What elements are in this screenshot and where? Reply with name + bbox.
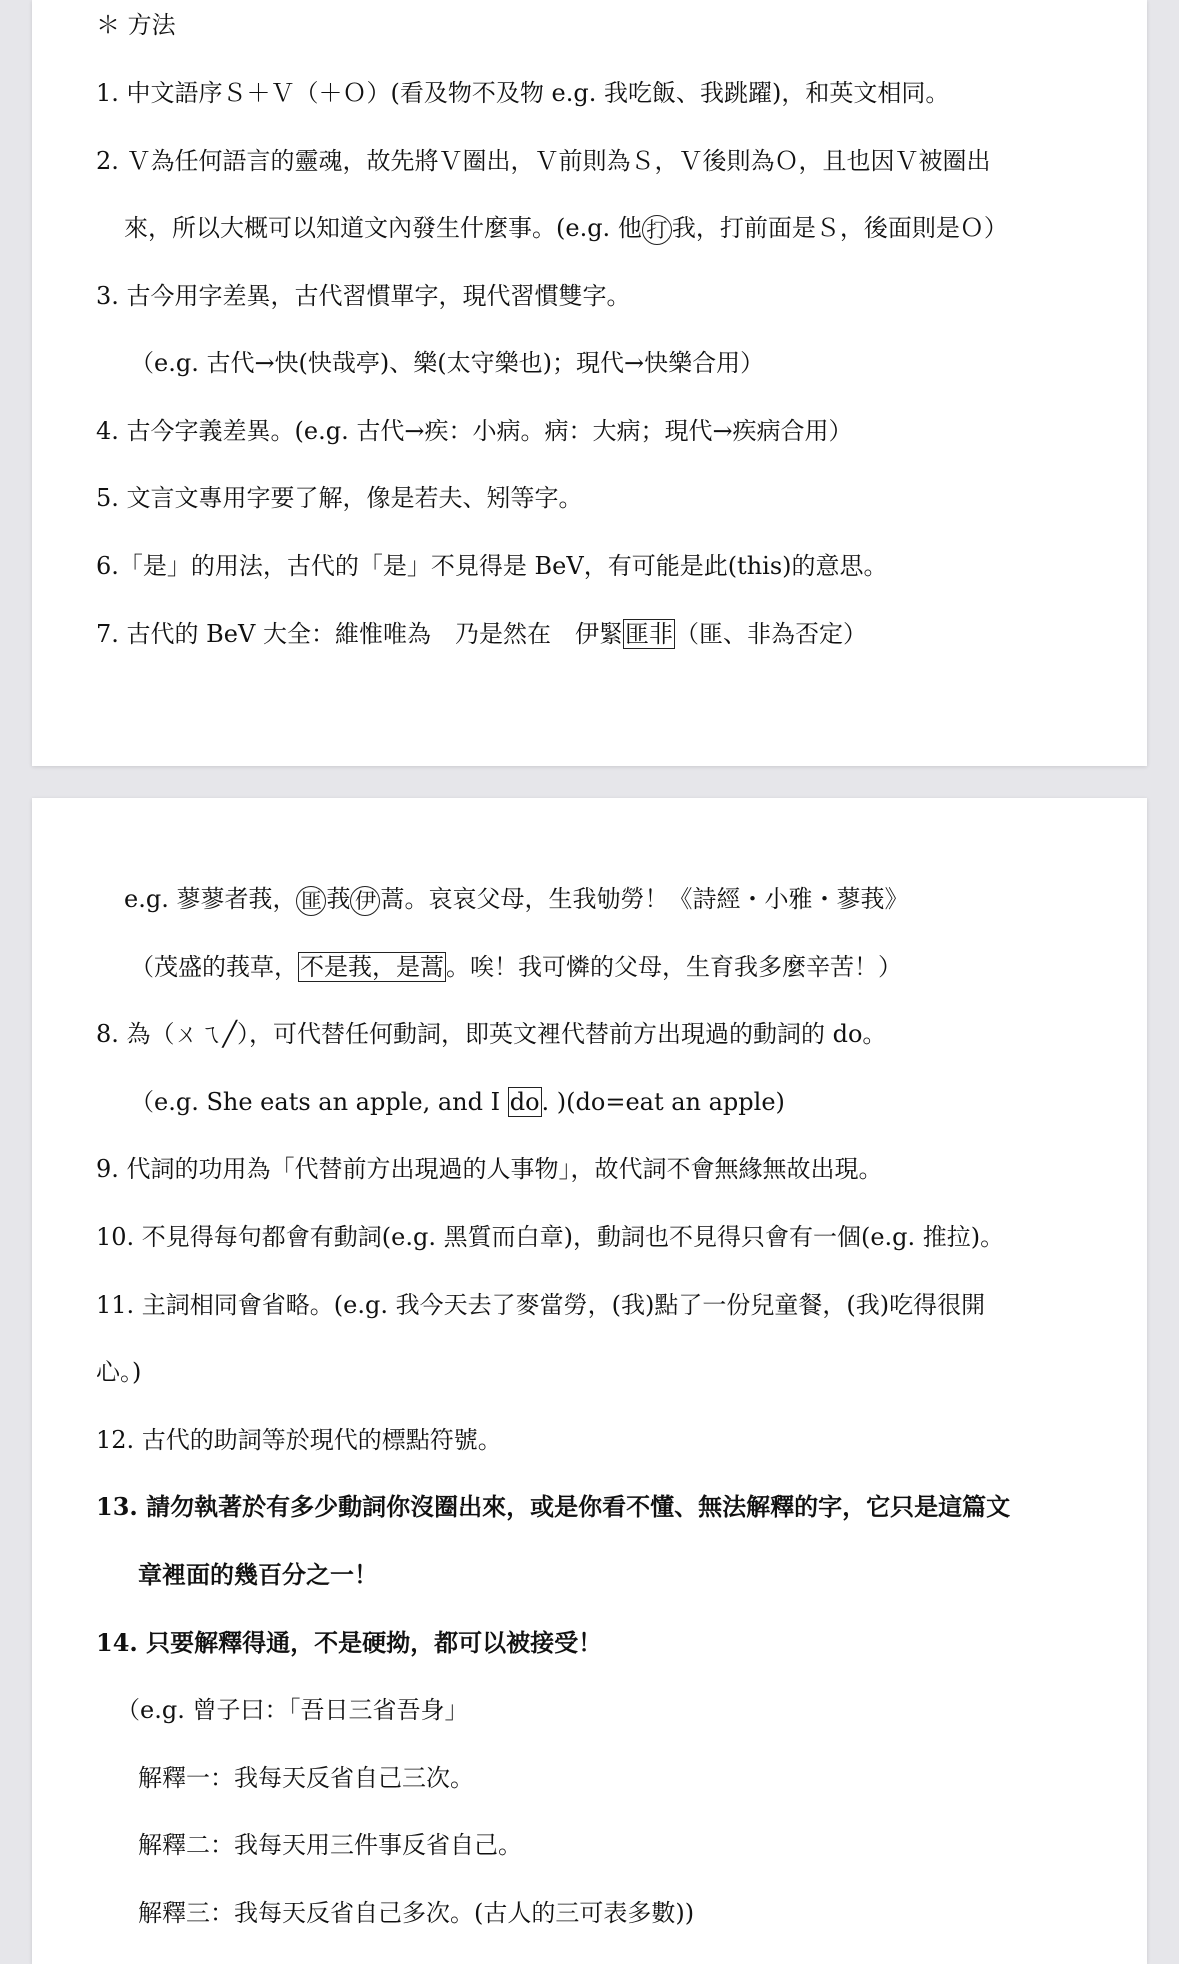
list-item-1: 1. 中文語序Ｓ＋Ｖ（＋Ｏ）(看及物不及物 e.g. 我吃飯、我跳躍)，和英文相同。 [96,79,950,107]
list-item-7-text-b: （匪、非為否定） [674,620,867,648]
list-item-9: 9. 代詞的功用為「代替前方出現過的人事物」，故代詞不會無緣無故出現。 [96,1155,883,1183]
circled-word-fei: 匪 [296,886,326,916]
document-page-1 [32,0,1147,766]
poem-translation [130,947,1147,987]
list-item-8: 8. 為（ㄨㄟ╱），可代替任何動詞，即英文裡代替前方出現過的動詞的 do。 [96,1020,887,1048]
translation-text-b: 。唉！我可憐的父母，生育我多麼辛苦！） [446,953,902,981]
poem-example [124,879,1147,919]
list-item-7-text-a: 7. 古代的 BeV 大全：維惟唯為 乃是然在 伊緊 [96,620,623,648]
list-item-13: 13. 請勿執著於有多少動詞你沒圈出來，或是你看不懂、無法解釋的字，它只是這篇文 [96,1492,1011,1521]
document-page-2 [32,798,1147,1964]
boxed-do: do [509,1088,540,1116]
poem-text-a: e.g. 蓼蓼者莪， [124,885,297,913]
list-item-4: 4. 古今字義差異。(e.g. 古代→疾：小病。病：大病；現代→疾病合用） [96,417,853,445]
list-item-13-continued: 章裡面的幾百分之一！ [138,1560,378,1589]
list-item-2-continued [124,208,1147,248]
item-8-example-b: . )(do=eat an apple) [541,1088,785,1116]
list-item-6: 6.「是」的用法，古代的「是」不見得是 BeV，有可能是此(this)的意思。 [96,552,888,580]
boxed-negation: 匪非 [624,620,673,648]
circled-verb: 打 [642,215,672,245]
explanation-2: 解釋二：我每天用三件事反省自己。 [138,1831,522,1859]
poem-text-c: 蒿。哀哀父母，生我劬勞！《詩經・小雅・蓼莪》 [380,885,909,913]
list-item-5: 5. 文言文專用字要了解，像是若夫、矧等字。 [96,484,583,512]
explanation-3: 解釋三：我每天反省自己多次。(古人的三可表多數)) [138,1899,695,1927]
translation-text-a: （茂盛的莪草， [130,953,298,981]
item-8-example-a: （e.g. She eats an apple, and I [130,1088,508,1116]
list-item-2-text-a: 來，所以大概可以知道文內發生什麼事。(e.g. 他 [124,214,642,242]
list-item-2-text-b: 我，打前面是Ｓ，後面則是Ｏ） [671,214,1008,242]
list-item-14: 14. 只要解釋得通，不是硬拗，都可以被接受！ [96,1628,603,1657]
circled-word-yi: 伊 [350,886,380,916]
method-heading: ＊ 方法 [96,11,176,39]
list-item-2: 2. Ｖ為任何語言的靈魂，故先將Ｖ圈出，Ｖ前則為Ｓ，Ｖ後則為Ｏ，且也因Ｖ被圈出 [96,147,991,175]
list-item-3-example: （e.g. 古代→快(快哉亭)、樂(太守樂也)；現代→快樂合用） [130,349,765,377]
list-item-8-example [130,1082,1147,1122]
explanation-1: 解釋一：我每天反省自己三次。 [138,1764,474,1792]
list-item-3: 3. 古今用字差異，古代習慣單字，現代習慣雙字。 [96,282,631,310]
boxed-translation: 不是莪，是蒿 [300,953,444,981]
poem-text-b: 莪 [326,885,351,913]
list-item-7 [96,614,1147,654]
list-item-11-continued: 心。) [96,1358,142,1386]
list-item-12: 12. 古代的助詞等於現代的標點符號。 [96,1426,502,1454]
list-item-14-example: （e.g. 曾子曰：「吾日三省吾身」 [116,1696,469,1724]
list-item-10: 10. 不見得每句都會有動詞(e.g. 黑質而白章)，動詞也不見得只會有一個(e.g. 推拉)。 [96,1223,1005,1251]
list-item-11: 11. 主詞相同會省略。(e.g. 我今天去了麥當勞，(我)點了一份兒童餐，(我)吃得很開 [96,1291,986,1319]
